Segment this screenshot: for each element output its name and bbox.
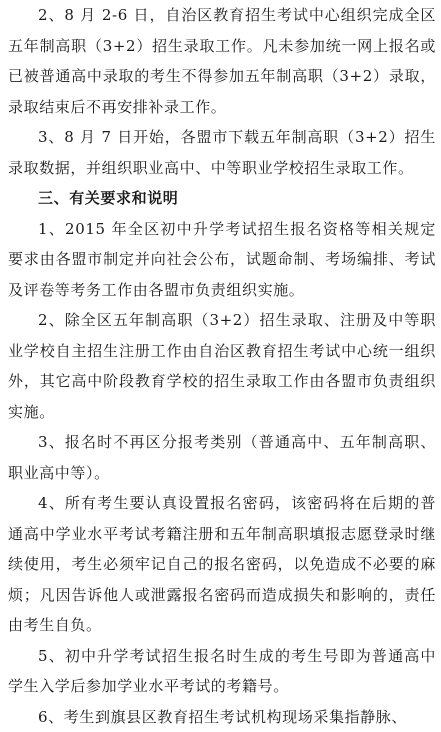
- paragraph-admission-step-2: 2、8 月 2-6 日，自治区教育招生考试中心组织完成全区五年制高职（3+2）招生录取工作。凡未参加统一网上报名或已被普通高中录取的考生不得参加五年制高职（3+2）录取，录取结束后不再安排补录工作。: [8, 0, 436, 122]
- document-page: [8, 0, 436, 732]
- paragraph-admission-step-3: 3、8 月 7 日开始，各盟市下载五年制高职（3+2）招生录取数据，并组织职业高中、中等职业学校招生录取工作。: [8, 122, 436, 183]
- paragraph-requirement-1: 1、2015 年全区初中升学考试招生报名资格等相关规定要求由各盟市制定并向社会公布，试题命制、考场编排、考试及评卷等考务工作由各盟市负责组织实施。: [8, 214, 436, 306]
- paragraph-requirement-6: 6、考生到旗县区教育招生考试机构现场采集指静脉、: [8, 702, 436, 732]
- paragraph-requirement-5: 5、初中升学考试招生报名时生成的考生号即为普通高中学生入学后参加学业水平考试的考籍号。: [8, 641, 436, 702]
- paragraph-requirement-2: 2、除全区五年制高职（3+2）招生录取、注册及中等职业学校自主招生注册工作由自治区教育招生考试中心统一组织外，其它高中阶段教育学校的招生录取工作由各盟市负责组织实施。: [8, 305, 436, 427]
- section-heading: 三、有关要求和说明: [8, 183, 436, 214]
- paragraph-requirement-4: 4、所有考生要认真设置报名密码，该密码将在后期的普通高中学业水平考试考籍注册和五年制高职填报志愿登录时继续使用，考生必须牢记自己的报名密码，以免造成不必要的麻烦；凡因告诉他人或泄露报名密码而造成损失和影响的，责任由考生自负。: [8, 488, 436, 641]
- paragraph-requirement-3: 3、报名时不再区分报考类别（普通高中、五年制高职、职业高中等）。: [8, 427, 436, 488]
